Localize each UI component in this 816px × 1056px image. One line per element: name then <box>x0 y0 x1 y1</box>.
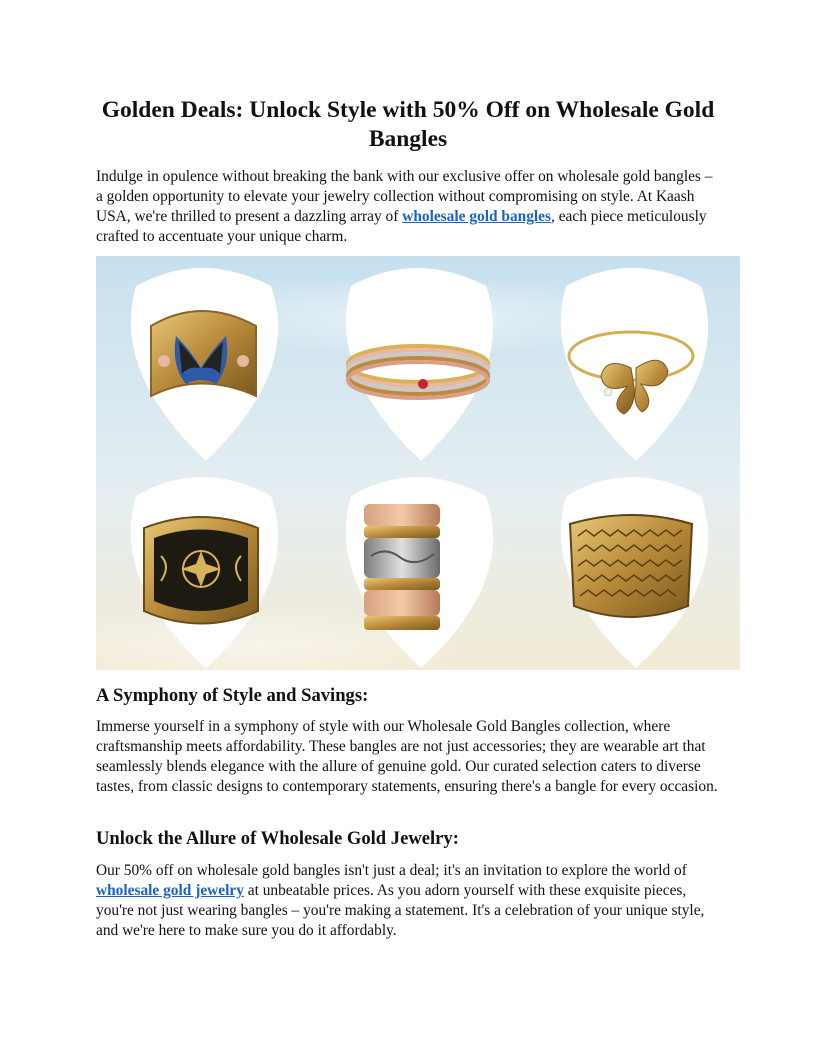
section-heading-symphony: A Symphony of Style and Savings: <box>96 685 369 706</box>
allure-text-start: Our 50% off on wholesale gold bangles isn't just a deal; it's an invitation to explore the world of <box>96 862 687 879</box>
wholesale-gold-bangles-link[interactable]: wholesale gold bangles <box>402 208 551 225</box>
allure-text-end: at unbeatable prices. As you adorn yourself with these exquisite pieces, you're not just wearing bangles – you're making a statement. It's a celebration of your unique style, and we're here to make sure you do it affordably. <box>96 882 705 939</box>
wholesale-gold-jewelry-link[interactable]: wholesale gold jewelry <box>96 882 244 899</box>
intro-paragraph <box>96 167 720 247</box>
intro-text-start: Indulge in opulence without breaking the bank with our exclusive offer on wholesale gold bangles – a golden opportunity to elevate your jewelry collection without compromising on style. At Kaash USA, we're thrilled to present a dazzling array of <box>96 168 713 225</box>
bangles-product-image <box>96 256 740 670</box>
article-title: Golden Deals: Unlock Style with 50% Off on Wholesale Gold Bangles <box>101 97 715 152</box>
section-body-symphony: Immerse yourself in a symphony of style with our Wholesale Gold Bangles collection, where craftsmanship meets affordability. These bangles are not just accessories; they are wearable art that seamlessly blends elegance with the allure of genuine gold. Our curated selection caters to diverse tastes, from classic designs to contemporary statements, ensuring there's a bangle for every occasion. <box>96 718 718 795</box>
section-body-allure <box>96 861 720 941</box>
section-heading-allure: Unlock the Allure of Wholesale Gold Jewelry: <box>96 828 459 849</box>
intro-text-end: , each piece meticulously crafted to accentuate your unique charm. <box>96 208 707 245</box>
